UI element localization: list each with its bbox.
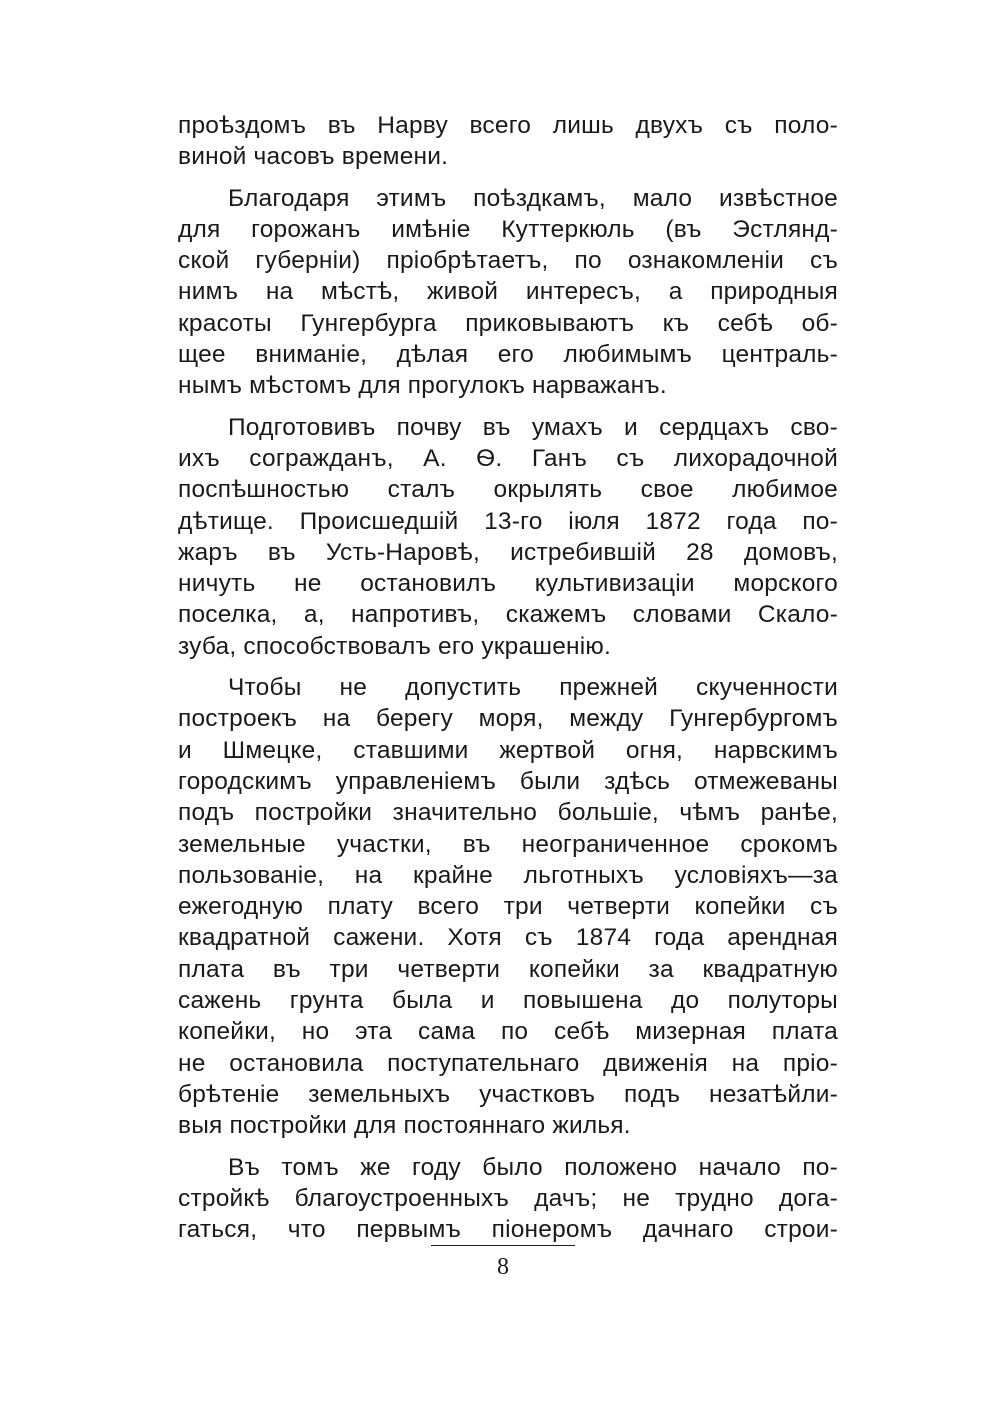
text-line: сажень грунта была и повышена до полуторы bbox=[178, 987, 838, 1015]
paragraph bbox=[178, 672, 838, 1141]
text-line: ежегодную плату всего три четверти копейки съ bbox=[178, 893, 838, 921]
text-line: Чтобы не допустить прежней скученности bbox=[228, 674, 838, 702]
text-line: ихъ согражданъ, А. Ѳ. Ганъ съ лихорадочной bbox=[178, 444, 838, 472]
text-line: нымъ мѣстомъ для прогулокъ нарважанъ. bbox=[178, 372, 667, 400]
body-text bbox=[178, 110, 838, 1245]
text-line: брѣтеніе земельныхъ участковъ подъ незатѣйли- bbox=[178, 1080, 838, 1108]
text-line: подъ постройки значительно большіе, чѣмъ ранѣе, bbox=[178, 799, 838, 827]
text-line: щее вниманіе, дѣлая его любимымъ централь- bbox=[178, 341, 838, 369]
text-line: земельные участки, въ неограниченное срокомъ bbox=[178, 830, 838, 858]
text-line: не остановила поступательнаго движенія на прiо- bbox=[178, 1049, 838, 1077]
text-line: дѣтище. Происшедшій 13-го іюля 1872 года по- bbox=[178, 507, 838, 535]
text-line: городскимъ управленіемъ были здѣсь отмежеваны bbox=[178, 767, 838, 795]
text-line: нимъ на мѣстѣ, живой интересъ, а природныя bbox=[178, 278, 838, 306]
text-line: красоты Гунгербурга приковываютъ къ себѣ об- bbox=[178, 309, 838, 337]
paragraph bbox=[178, 412, 838, 662]
text-line: виной часовъ времени. bbox=[178, 143, 449, 171]
text-line: проѣздомъ въ Нарву всего лишь двухъ съ поло- bbox=[178, 112, 838, 139]
text-line: Подготовивъ почву въ умахъ и сердцахъ сво- bbox=[228, 413, 838, 441]
text-line: выя постройки для постояннаго жилья. bbox=[178, 1112, 631, 1140]
text-line: поселка, а, напротивъ, скажемъ словами Скало- bbox=[178, 601, 838, 629]
text-line: зуба, способствовалъ его украшенію. bbox=[178, 632, 611, 660]
text-line: жаръ въ Усть-Наровѣ, истребившій 28 домовъ, bbox=[178, 538, 838, 566]
text-line: стройкѣ благоустроенныхъ дачъ; не трудно дога- bbox=[178, 1184, 838, 1212]
page-number: 8 bbox=[497, 1254, 509, 1280]
text-line: построекъ на берегу моря, между Гунгербургомъ bbox=[178, 705, 838, 733]
text-line: для горожанъ имѣніе Куттеркюль (въ Эстлянд- bbox=[178, 215, 838, 243]
text-line: плата въ три четверти копейки за квадратную bbox=[178, 955, 838, 983]
text-line: гаться, что первымъ піонеромъ дачнаго строи- bbox=[178, 1216, 838, 1244]
paragraph bbox=[178, 110, 838, 173]
paragraph bbox=[178, 183, 838, 402]
text-line: ничуть не остановилъ культивизаціи морского bbox=[178, 570, 838, 598]
text-line: ской губерніи) пріобрѣтаетъ, по ознакомленіи съ bbox=[178, 247, 838, 275]
text-line: Благодаря этимъ поѣздкамъ, мало извѣстное bbox=[228, 184, 838, 212]
text-line: поспѣшностью сталъ окрылять свое любимое bbox=[178, 476, 838, 504]
text-line: квадратной сажени. Хотя съ 1874 года арендная bbox=[178, 924, 838, 952]
footer-divider bbox=[431, 1245, 575, 1246]
paragraph bbox=[178, 1152, 838, 1246]
text-line: Въ томъ же году было положено начало по- bbox=[228, 1153, 838, 1181]
text-line: и Шмецке, ставшими жертвой огня, нарвскимъ bbox=[178, 736, 838, 764]
text-line: копейки, но эта сама по себѣ мизерная плата bbox=[178, 1018, 838, 1046]
text-line: пользованіе, на крайне льготныхъ условіяхъ—за bbox=[178, 861, 838, 889]
